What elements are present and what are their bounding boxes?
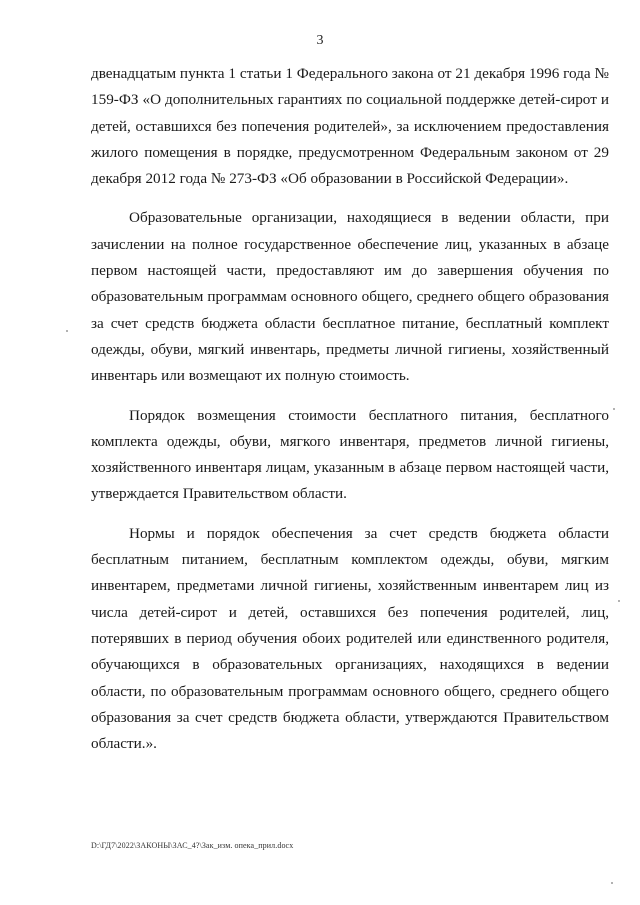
- scan-artifact: [618, 600, 620, 602]
- paragraph-educational-organizations: Образовательные организации, находящиеся в ведении области, при зачислении на полное государственное обеспечение лиц, указанных в абзаце первом настоящей части, предоставляют им до завершения обучения по образовательным программам основного общего, среднего общего образования за счет средств бюджета области бесплатное питание, бесплатный комплект одежды, обуви, мягкий инвентарь, предметы личной гигиены, хозяйственный инвентарь или возмещают их полную стоимость.: [91, 209, 609, 385]
- page-number: 3: [316, 33, 324, 48]
- scan-artifact: [611, 882, 613, 884]
- scan-artifact: [66, 330, 68, 332]
- paragraph-compensation-procedure: Порядок возмещения стоимости бесплатного питания, бесплатного комплекта одежды, обуви, мягкого инвентаря, предметов личной гигиены, хозяйственного инвентаря лицам, указанным в абзаце первом настоящей части, утверждается Правительством области.: [91, 406, 609, 503]
- paragraph-norms-and-procedure: Нормы и порядок обеспечения за счет средств бюджета области бесплатным питанием, бесплатным комплектом одежды, обуви, мягким инвентарем, предметами личной гигиены, хозяйственным инвентарем лиц из числа детей-сирот и детей, оставшихся без попечения родителей, лиц, потерявших в период обучения обоих родителей или единственного родителя, обучающихся в образовательных организациях, находящихся в ведении области, по образовательным программам основного общего, среднего общего образования за счет средств бюджета области, утверждаются Правительством области.».: [91, 524, 609, 753]
- paragraph-continuation: двенадцатым пункта 1 статьи 1 Федерального закона от 21 декабря 1996 года № 159-ФЗ «О дополнительных гарантиях по социальной поддержке детей-сирот и детей, оставшихся без попечения родителей», за исключением предоставления жилого помещения в порядке, предусмотренном Федеральным законом от 29 декабря 2012 года № 273-ФЗ «Об образовании в Российской Федерации».: [91, 65, 609, 188]
- footer-file-path: D:\ГД7\2022\ЗАКОНЫ\ЗАС_4?\Зак_изм. опека_прил.docx: [91, 841, 294, 850]
- document-body: [91, 61, 609, 757]
- scan-artifact: [613, 408, 615, 410]
